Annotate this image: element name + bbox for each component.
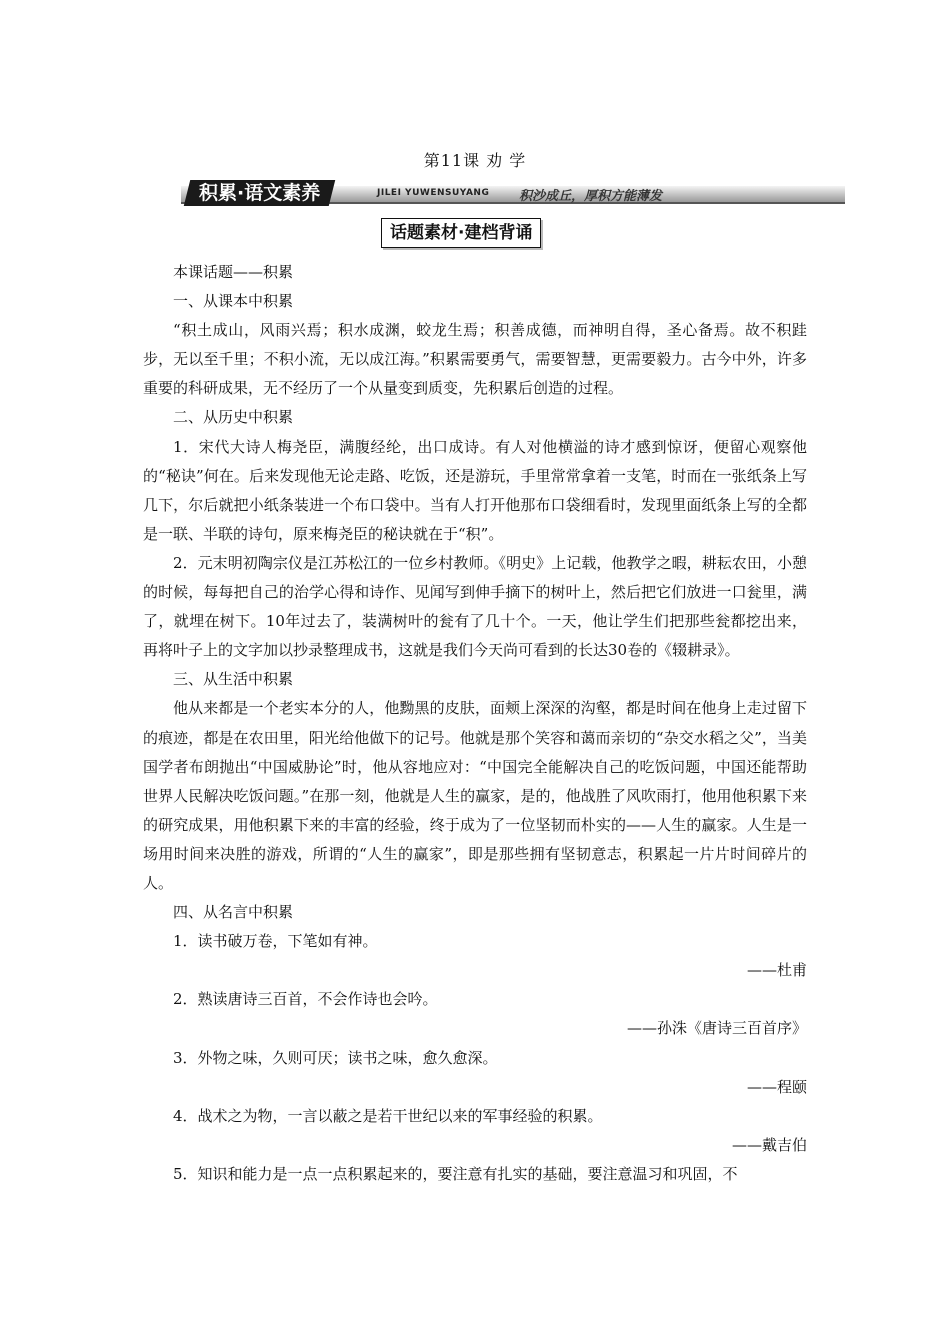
quote-text: 2．熟读唐诗三百首，不会作诗也会吟。 — [173, 990, 438, 1009]
subheader-box: 话题素材·建档背诵 — [381, 218, 541, 248]
banner-pinyin: JILEI YUWENSUYANG — [377, 188, 490, 198]
section-heading: 四、从名言中积累 — [173, 903, 294, 922]
section-banner — [181, 180, 845, 208]
quote-text: 3．外物之味，久则可厌；读书之味，愈久愈深。 — [173, 1048, 498, 1067]
quote-source: ——杜甫 — [746, 961, 807, 980]
quote-source: ——戴吉伯 — [731, 1135, 807, 1154]
section-heading: 一、从课本中积累 — [173, 292, 294, 311]
section-heading: 二、从历史中积累 — [173, 408, 294, 427]
quote-text: 4．战术之为物，一言以蔽之是若干世纪以来的军事经验的积累。 — [173, 1106, 603, 1125]
banner-motto: 积沙成丘，厚积方能薄发 — [519, 189, 663, 204]
lesson-title: 第11课 劝 学 — [423, 151, 527, 170]
paragraph: “积土成山，风雨兴焉；积水成渊，蛟龙生焉；积善成德，而神明自得，圣心备焉。故不积跬步，无以至千里；不积小流，无以成江海。”积累需要勇气，需要智慧，更需要毅力。古今中外，许多重要的科研成果，无不经历了一个从量变到质变，先积累后创造的过程。 — [143, 321, 807, 398]
section-heading: 三、从生活中积累 — [173, 670, 294, 689]
paragraph: 他从来都是一个老实本分的人，他黝黑的皮肤，面颊上深深的沟壑，都是时间在他身上走过留下的痕迹，都是在农田里，阳光给他做下的记号。他就是那个笑容和蔼而亲切的“杂交水稻之父”，当美国学者布朗抛出“中国威胁论”时，他从容地应对：“中国完全能解决自己的吃饭问题，中国还能帮助世界人民解决吃饭问题。”在那一刻，他就是人生的赢家，是的，他战胜了风吹雨打，他用他积累下来的研究成果，用他积累下来的丰富的经验，终于成为了一位坚韧而朴实的——人生的赢家。人生是一场用时间来决胜的游戏，所谓的“人生的赢家”，即是那些拥有坚韧意志，积累起一片片时间碎片的人。 — [143, 699, 807, 892]
quote-text: 5．知识和能力是一点一点积累起来的，要注意有扎实的基础，要注意温习和巩固，不 — [173, 1164, 738, 1183]
paragraph: 2．元末明初陶宗仪是江苏松江的一位乡村教师。《明史》上记载，他教学之暇，耕耘农田，小憩的时候，每每把自己的治学心得和诗作、见闻写到伸手摘下的树叶上，然后把它们放进一口瓮里，满了，就埋在树下。10年过去了，装满树叶的瓮有了几十个。一天，他让学生们把那些瓮都挖出来，再将叶子上的文字加以抄录整理成书，这就是我们今天尚可看到的长达30卷的《辍耕录》。 — [143, 553, 807, 660]
paragraph: 1．宋代大诗人梅尧臣，满腹经纶，出口成诗。有人对他横溢的诗才感到惊讶，便留心观察他的“秘诀”何在。后来发现他无论走路、吃饭，还是游玩，手里常常拿着一支笔，时而在一张纸条上写几下，尔后就把小纸条装进一个布口袋中。当有人打开他那布口袋细看时，发现里面纸条上写的全都是一联、半联的诗句，原来梅尧臣的秘诀就在于“积”。 — [143, 437, 807, 543]
quote-source: ——程颐 — [746, 1077, 807, 1096]
quote-text: 1．读书破万卷，下笔如有神。 — [173, 932, 378, 951]
quote-source: ——孙洙《唐诗三百首序》 — [626, 1019, 807, 1038]
topic-line: 本课话题——积累 — [173, 263, 294, 281]
banner-label: 积累·语文素养 — [184, 180, 336, 206]
document-body — [143, 258, 807, 1189]
